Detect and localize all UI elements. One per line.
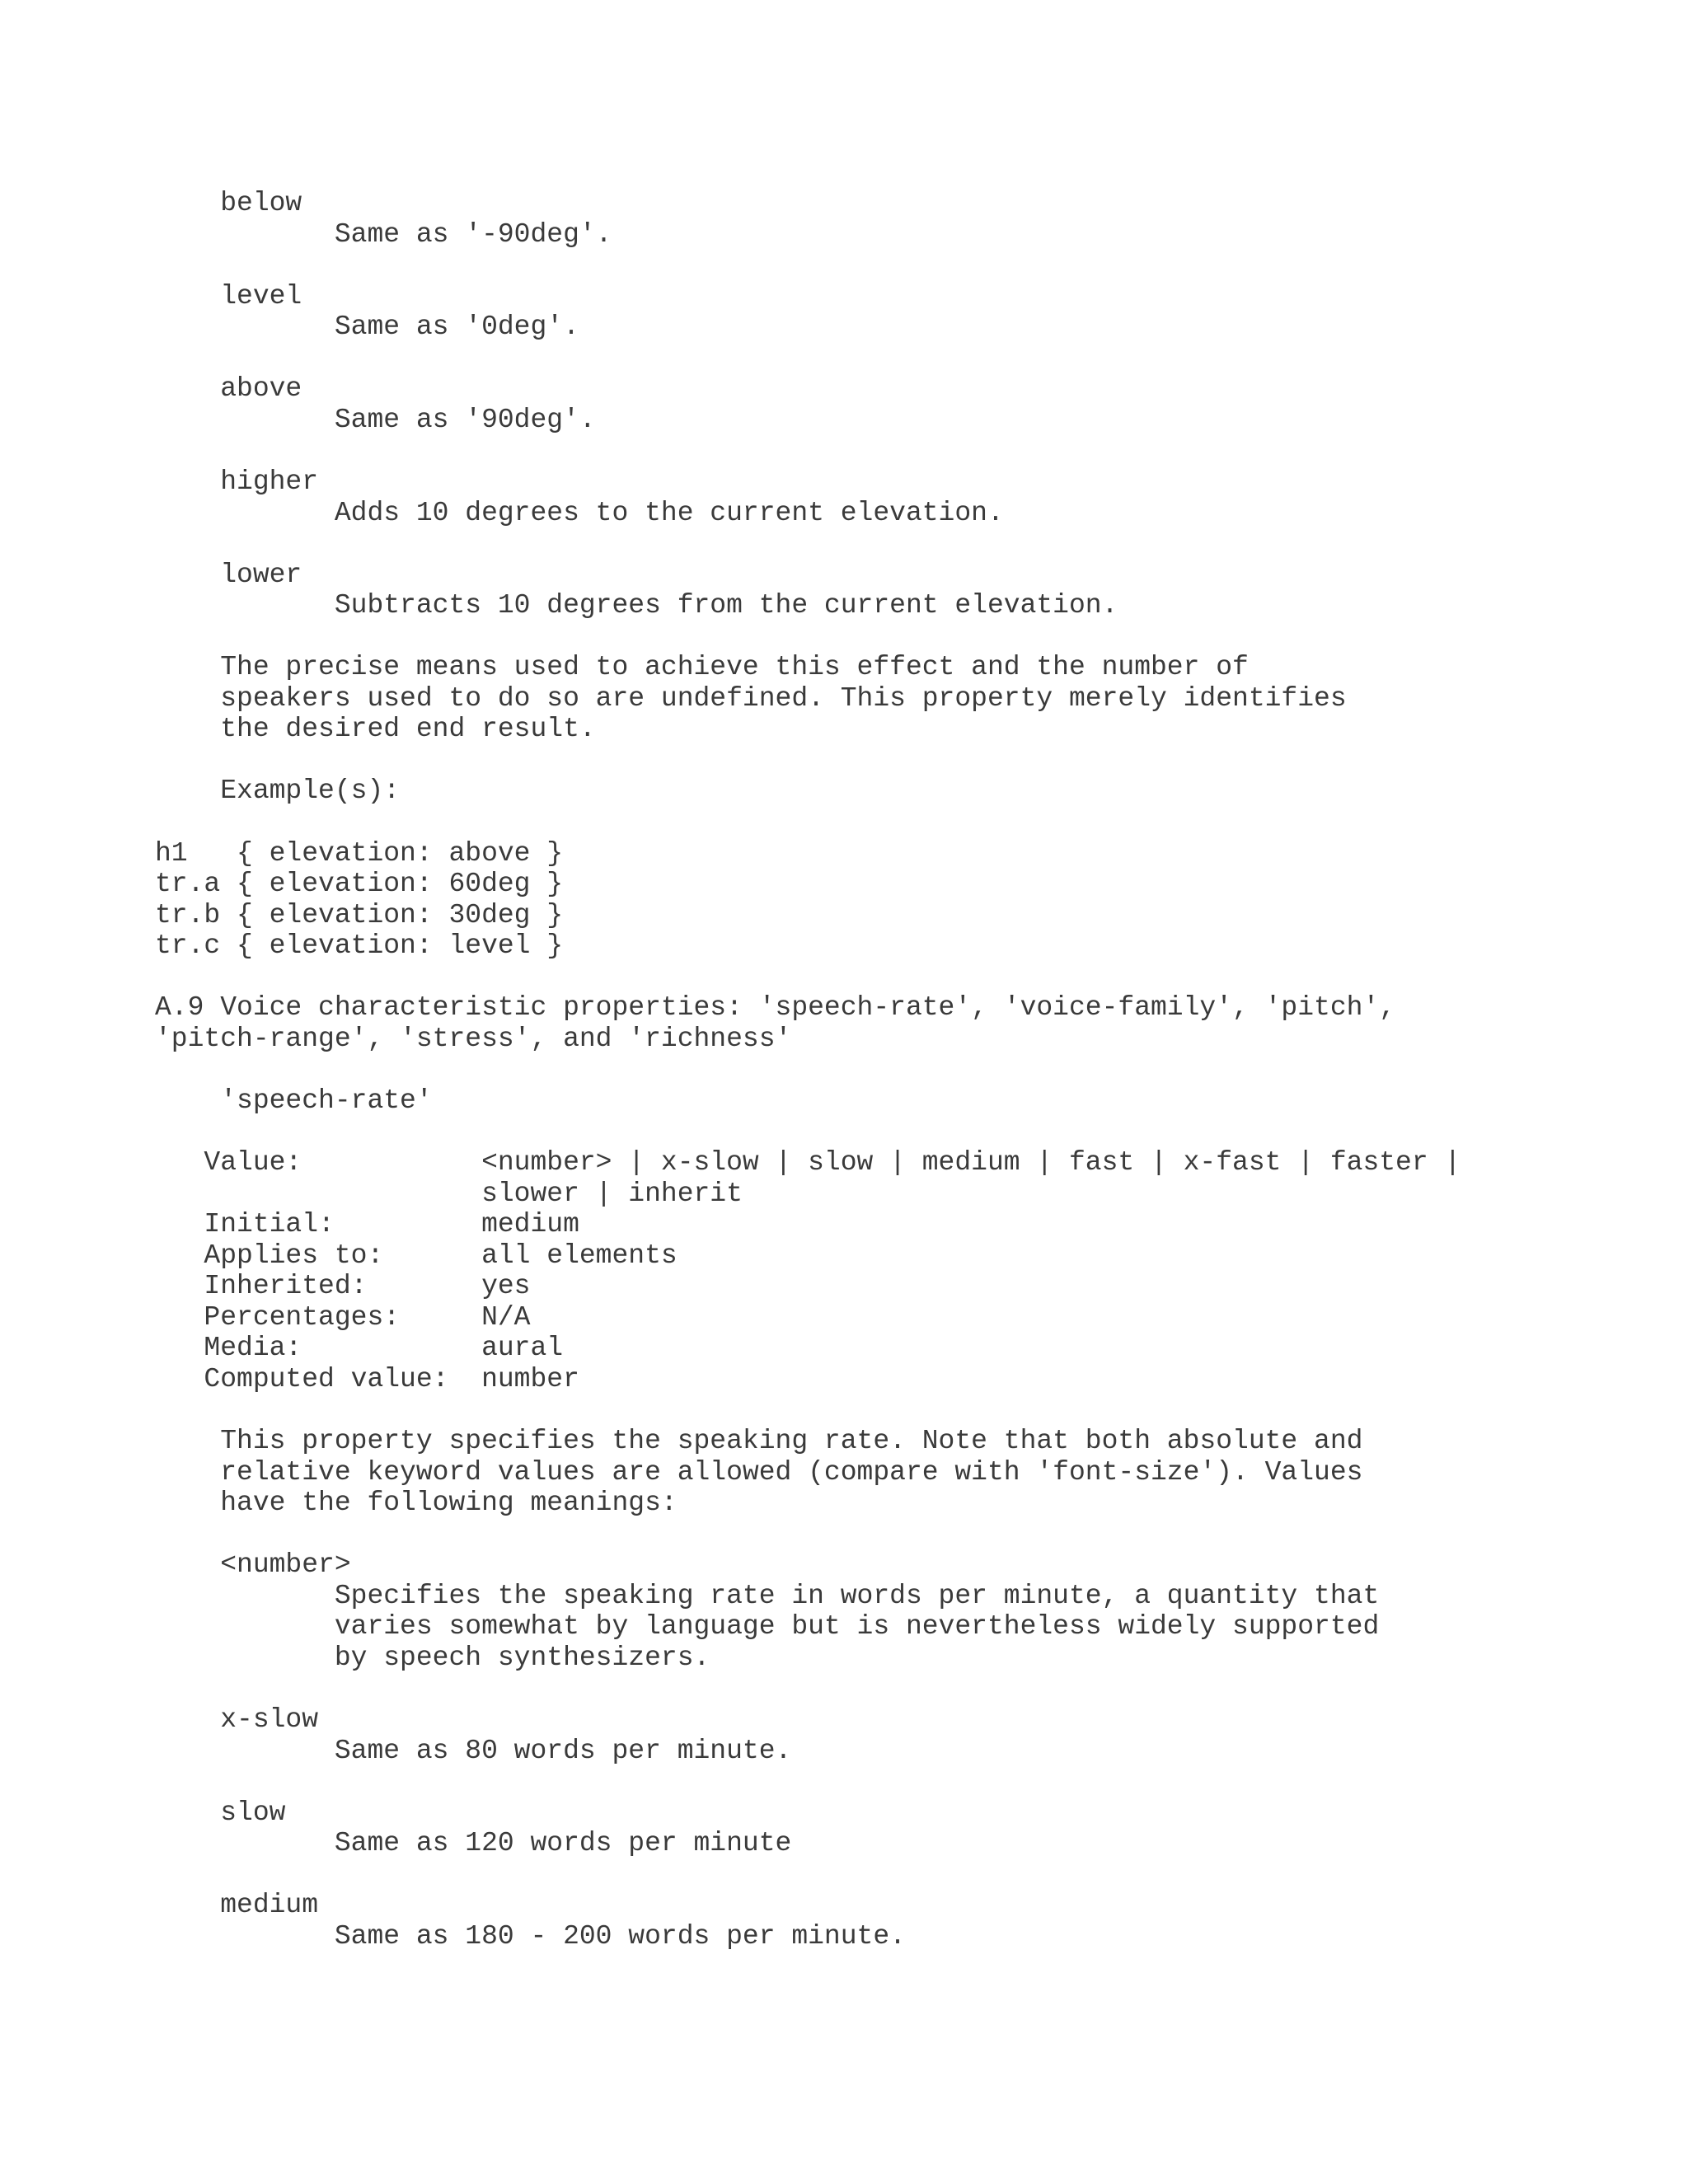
text-line: Subtracts 10 degrees from the current elevation.	[155, 590, 1118, 621]
text-line: speakers used to do so are undefined. This property merely identifies	[155, 682, 1347, 714]
text-line: Same as 80 words per minute.	[155, 1735, 792, 1766]
text-line: Value: <number> | x-slow | slow | medium | fast | x-fast | faster |	[155, 1147, 1461, 1179]
text-line: relative keyword values are allowed (compare with 'font-size'). Values	[155, 1456, 1363, 1488]
text-line: h1 { elevation: above }	[155, 837, 564, 869]
text-line: Specifies the speaking rate in words per minute, a quantity that	[155, 1580, 1380, 1611]
text-line: x-slow	[155, 1704, 319, 1735]
text-line: slow	[155, 1797, 286, 1828]
text-line: Same as 120 words per minute	[155, 1828, 792, 1859]
text-line: Same as '90deg'.	[155, 404, 596, 435]
text-line: A.9 Voice characteristic properties: 'speech-rate', 'voice-family', 'pitch',	[155, 992, 1396, 1024]
text-line: Same as '0deg'.	[155, 312, 579, 343]
text-line: slower | inherit	[155, 1178, 743, 1209]
text-line: Computed value: number	[155, 1363, 579, 1394]
text-line: 'pitch-range', 'stress', and 'richness'	[155, 1023, 792, 1054]
text-line: <number>	[155, 1549, 351, 1581]
text-line: Inherited: yes	[155, 1271, 531, 1302]
text-line: Same as 180 - 200 words per minute.	[155, 1920, 906, 1952]
text-line: level	[155, 280, 302, 312]
text-line: This property specifies the speaking rate. Note that both absolute and	[155, 1426, 1363, 1456]
text-line: Percentages: N/A	[155, 1301, 531, 1333]
text-line: Initial: medium	[155, 1209, 579, 1240]
text-line: The precise means used to achieve this effect and the number of	[155, 652, 1249, 683]
text-line: Adds 10 degrees to the current elevation.	[155, 497, 1004, 528]
text-line: varies somewhat by language but is nevertheless widely supported	[155, 1611, 1380, 1643]
text-line: tr.b { elevation: 30deg }	[155, 899, 564, 930]
text-line: higher	[155, 466, 319, 497]
text-line: Example(s):	[155, 776, 401, 807]
text-line: the desired end result.	[155, 714, 596, 745]
text-line: lower	[155, 559, 302, 590]
text-line: Applies to: all elements	[155, 1240, 678, 1271]
text-line: Same as '-90deg'.	[155, 218, 612, 250]
text-line: tr.a { elevation: 60deg }	[155, 869, 564, 900]
text-line: have the following meanings:	[155, 1488, 678, 1519]
text-line: above	[155, 373, 302, 405]
text-line: by speech synthesizers.	[155, 1642, 710, 1673]
text-line: below	[155, 188, 302, 218]
text-line: 'speech-rate'	[155, 1085, 433, 1116]
text-line: Media: aural	[155, 1333, 564, 1364]
text-line: tr.c { elevation: level }	[155, 930, 564, 962]
text-line: medium	[155, 1890, 319, 1921]
